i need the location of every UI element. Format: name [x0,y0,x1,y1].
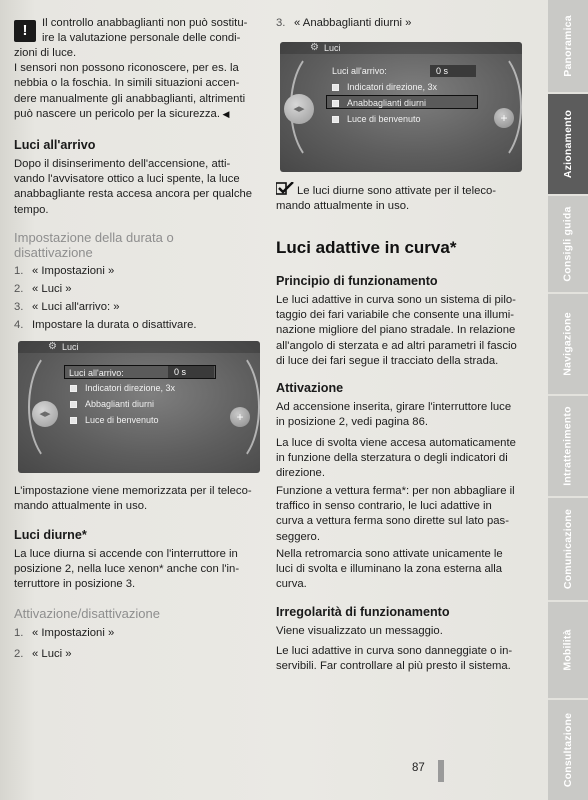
note-paragraph [276,182,524,214]
step-text: « Impostazioni » [32,265,115,277]
tab-navigazione[interactable] [548,294,588,394]
text-line: Le luci adattive in curva sono un sistema di pilo- [276,294,516,306]
text-line: seggero. [276,530,320,543]
step-number: 3. [276,17,286,29]
page-number: 87 [412,762,425,774]
memorizzata-paragraph [14,484,262,514]
text-line: La luce diurna si accende con l'interruttore in [14,548,238,560]
step-number: 2. [14,283,24,295]
text-line: Il controllo anabbaglianti non può sostitu- [42,17,248,29]
menu-row-label: Anabbaglianti diurni [347,98,427,108]
text-line: tempo. [14,203,49,216]
text-line: curva. [276,578,307,591]
heading-luci-adattive: Luci adattive in curva* [276,238,457,257]
text-line: dere manualmente gli anabbaglianti, altrimenti [14,92,246,105]
settings-gear-icon: ⚙ [310,42,319,53]
steps-list-1 [14,262,262,334]
end-mark-icon: ◀ [219,108,230,119]
heading-line: disattivazione [14,245,93,260]
text-line: di luce dei fari segue il tracciato della strada. [276,354,499,367]
step-item [276,14,524,32]
step-text: « Luci all'arrivo: » [32,301,120,313]
text-line: nebbia o la foschia. In simili situazioni accen- [14,77,240,90]
text-line: La luce di svolta viene accesa automaticamente [276,437,516,449]
text-line: Nella retromarcia sono attivate unicamente le [276,548,503,560]
step-item [14,262,262,280]
luci-arrivo-paragraph [14,157,262,218]
text-line: luci di svolta e illuminano la zona esterna alla [276,563,503,576]
menu-row-label: Luce di benvenuto [85,415,159,425]
attivazione-paragraph-4 [276,547,526,593]
step-number: 1. [14,627,24,639]
tab-label: Azionamento [562,109,574,179]
text-line: vando l'avvisatore ottico a luci spente, la luce [14,173,240,186]
tab-consultazione[interactable] [548,700,588,800]
text-line: direzione. [276,467,325,480]
tab-label: Panoramica [562,15,574,77]
text-line: all'angolo di sterzata e ad altri parametri il fascio [276,339,517,352]
zoom-plus-icon[interactable]: + [494,108,514,128]
checkbox-icon [70,401,77,408]
menu-row-label: Luci all'arrivo: [69,368,124,378]
tab-label: Mobilità [562,629,575,671]
text-line: anabbagliante resta accesa ancora per qualche [14,188,253,201]
steps-list-2 [14,624,262,663]
tab-mobilita[interactable] [548,602,588,698]
zoom-plus-icon[interactable]: + [230,407,250,427]
tab-panoramica[interactable] [548,0,588,92]
text-line: L'impostazione viene memorizzata per il teleco- [14,485,252,497]
step-item [14,280,262,298]
text-line: curva a vettura ferma sono dirette sul lato pas- [276,515,509,528]
tab-label: Consigli guida [562,206,575,282]
text-line: Dopo il disinserimento dell'accensione, atti- [14,158,231,170]
attivazione-paragraph-2 [276,436,526,482]
heading-impostazione [14,230,262,260]
heading-irregolarita: Irregolarità di funzionamento [276,605,450,619]
warning-paragraph-cont [14,46,262,122]
menu-row-option[interactable] [70,397,154,411]
text-line: posizione 2, nella luce xenon* anche con l'in- [14,563,240,576]
text-line: taggio dei fari variabile che consente una illumi- [276,309,514,322]
step-item [14,316,262,334]
step-text: « Anabbaglianti diurni » [294,17,412,29]
text-line: Funzione a vettura ferma*: per non abbagliare il [276,485,515,497]
tab-intrattenimento[interactable] [548,396,588,496]
heading-attivazione-disattivazione: Attivazione/disattivazione [14,606,160,621]
controller-knob[interactable] [284,94,314,124]
heading-principio: Principio di funzionamento [276,274,438,288]
step-text: Impostare la durata o disattivare. [32,319,197,331]
steps-list-3 [276,14,524,32]
step-number: 3. [14,301,24,313]
menu-row-label: Indicatori direzione, 3x [347,82,438,92]
heading-luci-arrivo: Luci all'arrivo [14,138,96,152]
menu-row-option[interactable] [70,413,159,427]
text-line: nazione migliore del piano stradale. In relazione [276,324,516,337]
step-number: 4. [14,319,24,331]
checkbox-icon [332,84,339,91]
text-line: può nascere un pericolo per la sicurezza. [14,107,220,120]
step-item [14,645,262,663]
irregolarita-paragraph-1: Viene visualizzato un messaggio. [276,625,443,637]
text-line: zioni di luce. [14,47,77,59]
step-text: « Luci » [32,648,72,660]
tab-label: Navigazione [562,312,574,376]
text-line: Le luci diurne sono attivate per il teleco- [297,185,497,197]
text-line: Ad accensione inserita, girare l'interruttore luce [276,401,512,413]
warning-paragraph [42,16,262,46]
text-line: Le luci adattive in curva sono danneggiate o in- [276,645,513,657]
step-number: 1. [14,265,24,277]
luci-diurne-paragraph [14,547,262,593]
menu-row-option[interactable] [332,80,437,94]
checkbox-icon [70,417,77,424]
attivazione-paragraph-1 [276,400,526,430]
warning-icon [14,20,36,42]
checkbox-icon [70,385,77,392]
heading-line: Impostazione della durata o [14,230,174,245]
text-line: terruttore in posizione 3. [14,578,136,591]
tab-consigli-guida[interactable] [548,196,588,292]
page-number-bar [438,760,444,782]
checkbox-icon [332,116,339,123]
controller-knob[interactable] [32,401,58,427]
step-text: « Impostazioni » [32,627,115,639]
arrows-icon: ◂▸ [39,408,51,420]
menu-row-option[interactable] [332,112,421,126]
idrive-screen-luci-arrivo [18,341,260,473]
text-line: I sensori non possono riconoscere, per es. la [14,62,239,75]
text-line: mando attualmente in uso. [276,200,410,213]
menu-row-label: Luce di benvenuto [347,114,421,124]
tab-label: Comunicazione [562,508,575,590]
tab-label: Intrattenimento [562,406,575,486]
text-line: ire la valutazione personale delle condi- [42,32,241,45]
tab-azionamento[interactable] [548,94,588,194]
attivazione-paragraph-3 [276,484,526,545]
menu-row-label: Abbaglianti diurni [85,399,155,409]
text-line: in posizione 2, vedi pagina 86. [276,416,428,429]
text-line: in funzione della sterzatura o degli indicatori di [276,452,508,465]
heading-attivazione: Attivazione [276,381,344,395]
checkmark-note-icon [276,182,294,195]
tab-label: Consultazione [562,712,575,788]
step-item [14,624,262,642]
text-line: mando attualmente in uso. [14,500,148,513]
settings-gear-icon: ⚙ [48,341,57,352]
duration-value: 0 s [430,65,476,77]
irregolarita-paragraph-2 [276,644,526,674]
heading-luci-diurne: Luci diurne* [14,528,87,542]
step-item [14,298,262,316]
step-text: « Luci » [32,283,72,295]
menu-row-label: Indicatori direzione, 3x [85,383,176,393]
step-number: 2. [14,648,24,660]
screen-title: Luci [62,342,79,352]
text-line: servibili. Far controllare al più presto il sistema. [276,660,511,673]
menu-row-option[interactable] [70,381,175,395]
text-line: traffico in senso contrario, le luci adattive in [276,500,492,513]
principio-paragraph [276,293,526,369]
tab-comunicazione[interactable] [548,498,588,600]
checkbox-icon [332,100,339,107]
menu-row-label: Luci all'arrivo: [332,66,387,76]
duration-value: 0 s [168,366,214,378]
arrows-icon: ◂▸ [293,103,305,115]
screen-title: Luci [324,43,341,53]
menu-row-option-selected[interactable] [326,95,478,109]
idrive-screen-anabbaglianti-diurni [280,42,522,172]
